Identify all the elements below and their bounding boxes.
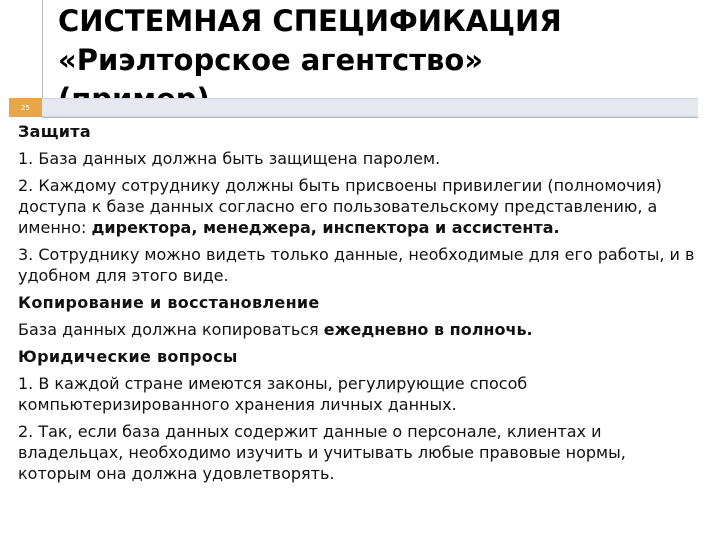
title-line-2: «Риэлторское агентство»: [58, 43, 484, 77]
slide-body: [18, 121, 704, 490]
title-underline-rule: [42, 117, 698, 118]
protection-item-3: 3. Сотруднику можно видеть только данные, необходимые для его работы, и в удобном для этого виде.: [18, 245, 695, 285]
backup-text: [18, 319, 704, 340]
title-underline-bar: [42, 98, 698, 117]
title-line-1: СИСТЕМНАЯ СПЕЦИФИКАЦИЯ: [58, 4, 562, 38]
backup-schedule: ежедневно в полночь.: [323, 320, 533, 339]
legal-item-1: 1. В каждой стране имеются законы, регулирующие способ компьютеризированного хранения личных данных.: [18, 374, 528, 414]
slide-number: 25: [9, 98, 42, 117]
backup-heading: Копирование и восстановление: [18, 293, 320, 312]
protection-item-2: [18, 175, 704, 238]
legal-item-2: 2. Так, если база данных содержит данные о персонале, клиентах и владельцах, необходимо изучить и учитывать любые правовые нормы, которым она должна удовлетворять.: [18, 422, 626, 483]
protection-item-2-text: 2. Каждому сотруднику должны быть присвоены привилегии (полномочия) доступа к базе данных согласно его пользовательскому представлению, а именно:: [18, 176, 662, 237]
backup-text-plain: База данных должна копироваться: [18, 320, 324, 339]
protection-heading: Защита: [18, 122, 91, 141]
protection-item-2-roles: директора, менеджера, инспектора и ассистента.: [91, 218, 560, 237]
protection-item-1: 1. База данных должна быть защищена паролем.: [18, 149, 441, 168]
legal-heading: Юридические вопросы: [18, 347, 238, 366]
